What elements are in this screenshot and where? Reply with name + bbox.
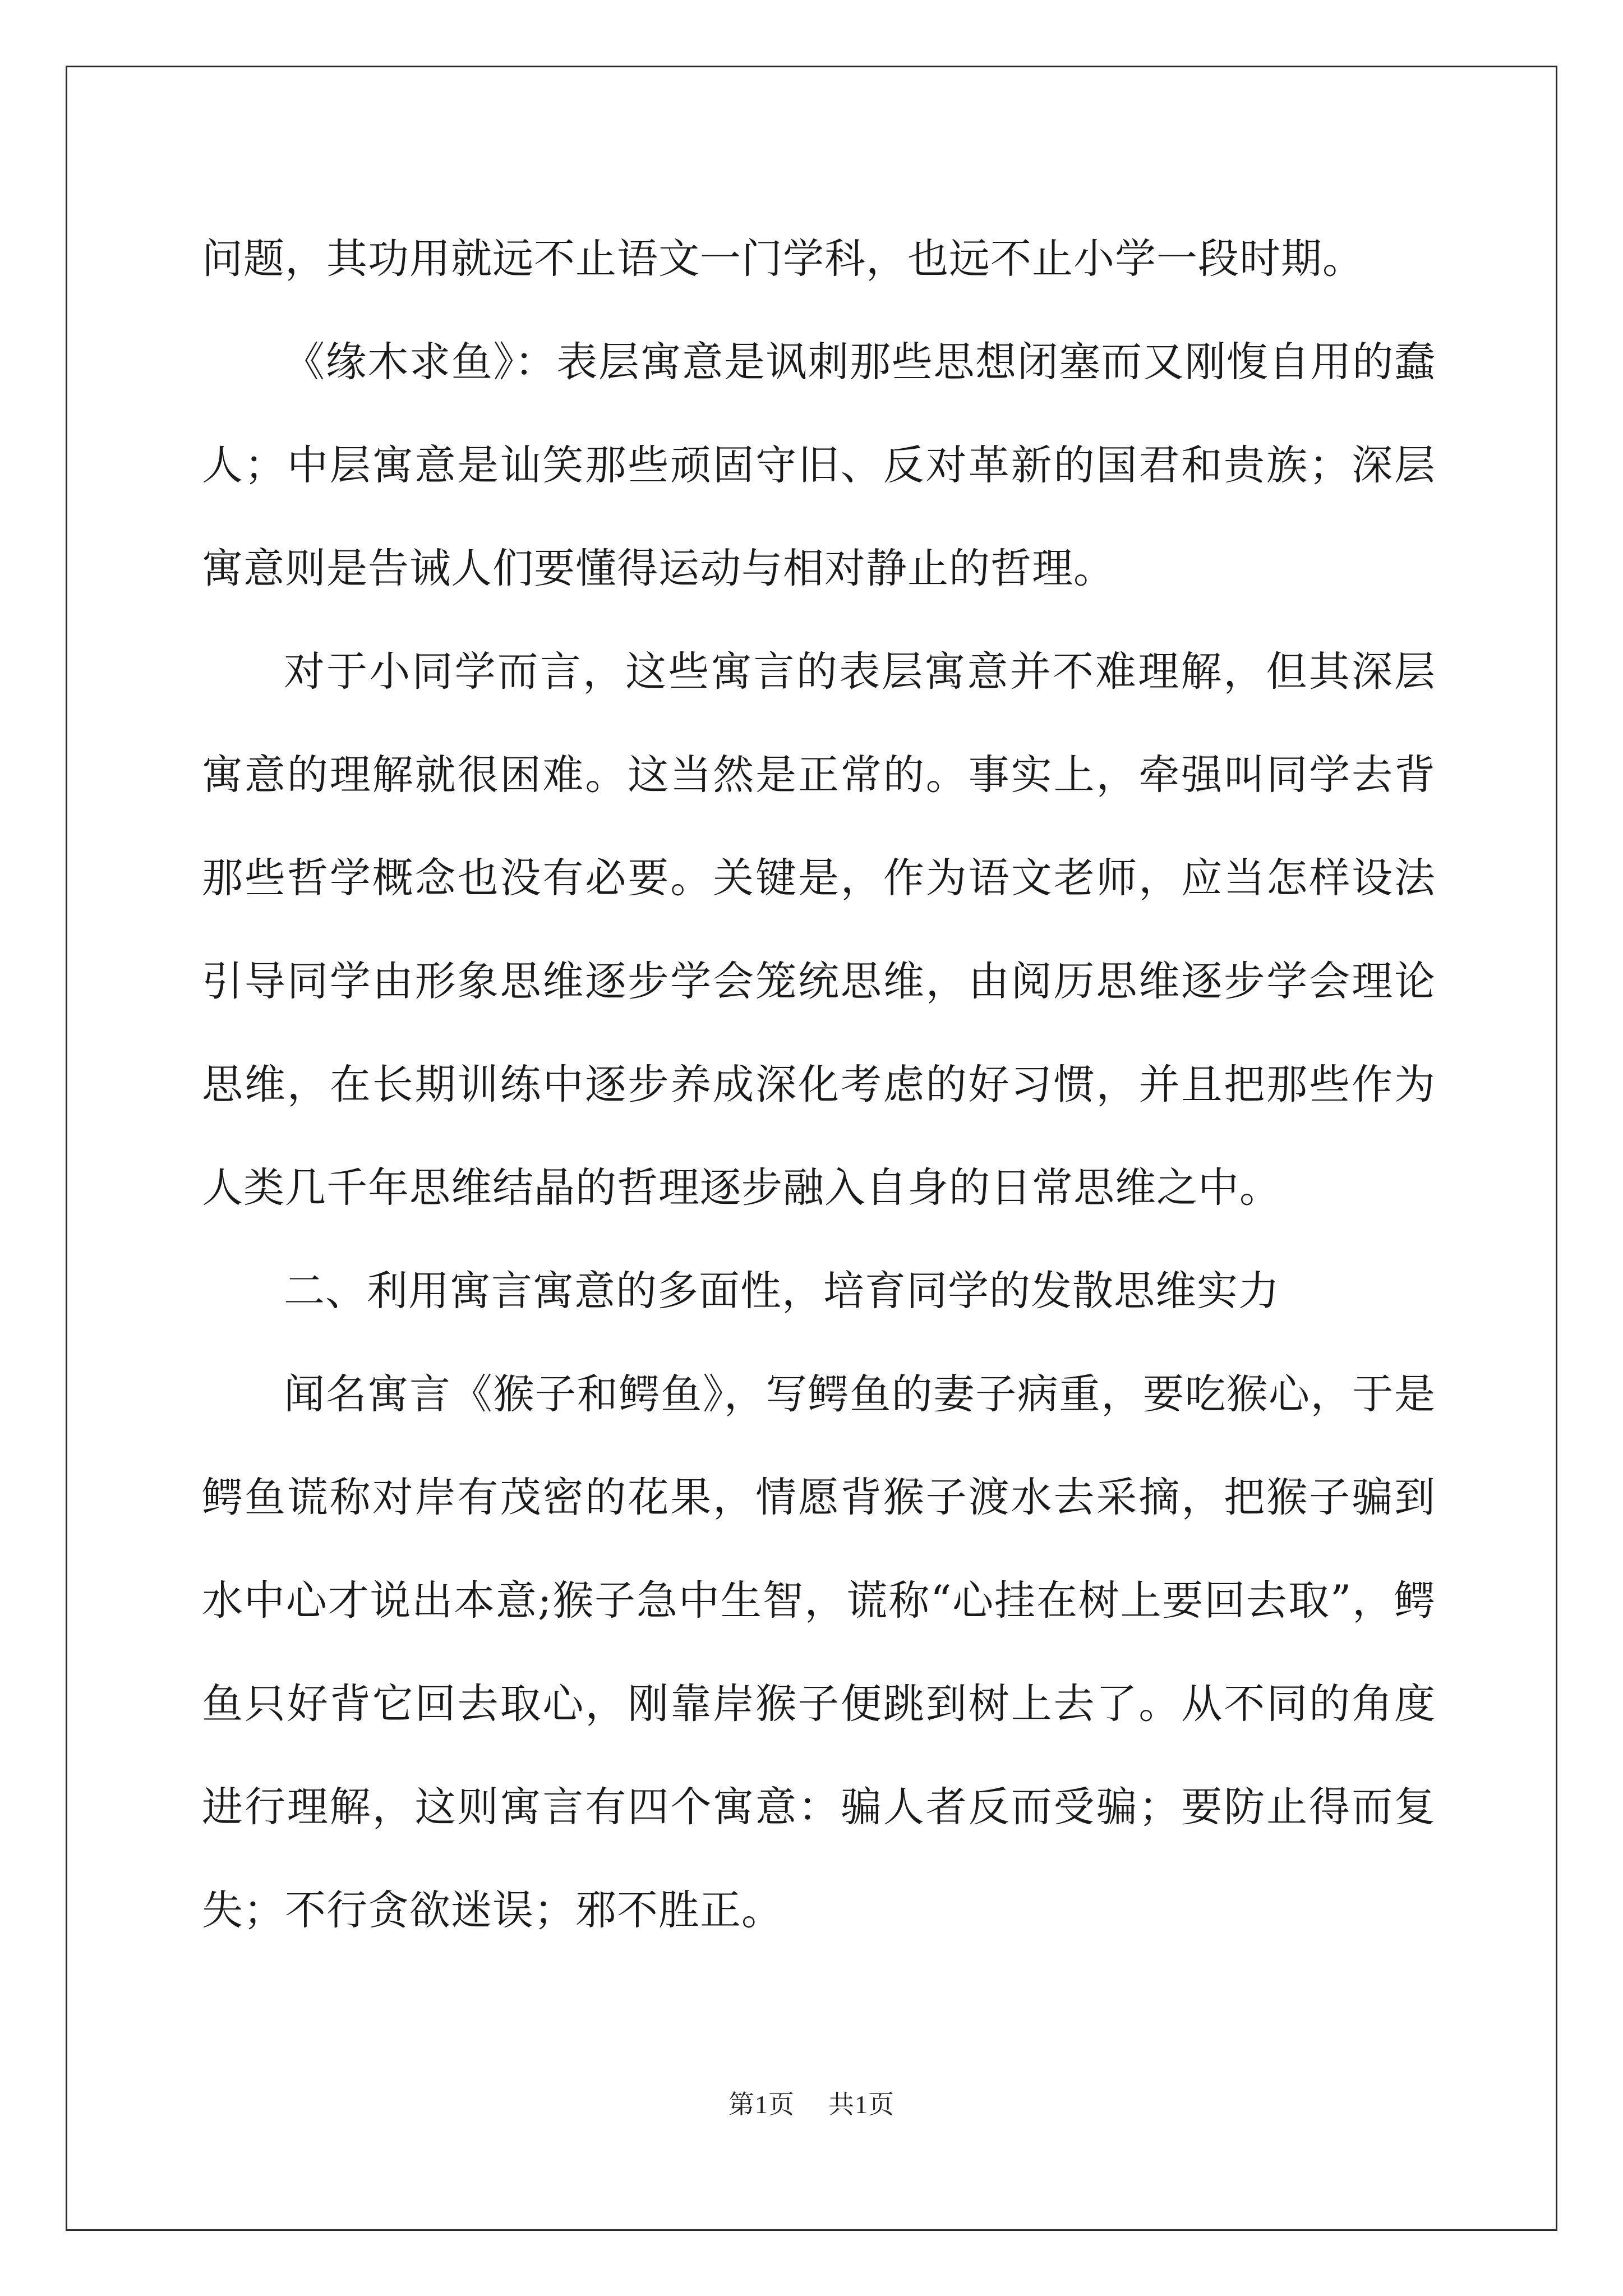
paragraph-analysis: 对于小同学而言，这些寓言的表层寓意并不难理解，但其深层寓意的理解就很困难。这当然是正常的。事实上，牵强叫同学去背那些哲学概念也没有必要。关键是，作为语文老师，应当怎样设法引导同学由形象思维逐步学会笼统思维，由阅历思维逐步学会理论思维，在长期训练中逐步养成深化考虑的好习惯，并且把那些作为人类几千年思维结晶的哲理逐步融入自身的日常思维之中。 (202, 648, 1436, 1212)
page-number: 第1页 (728, 2090, 795, 2119)
page-total: 共1页 (828, 2090, 895, 2119)
section-heading: 二、利用寓言寓意的多面性，培育同学的发散思维实力 (284, 1267, 1280, 1315)
paragraph-continuation: 问题，其功用就远不止语文一门学科，也远不止小学一段时期。 (202, 235, 1364, 283)
document-body (202, 208, 1436, 1962)
paragraph-yuanmuqiuyu: 《缘木求鱼》：表层寓意是讽刺那些思想闭塞而又刚愎自用的蠢人；中层寓意是讪笑那些顽固守旧、反对革新的国君和贵族；深层寓意则是告诫人们要懂得运动与相对静止的哲理。 (202, 338, 1436, 592)
paragraph-monkey-crocodile: 闻名寓言《猴子和鳄鱼》，写鳄鱼的妻子病重，要吃猴心，于是鳄鱼谎称对岸有茂密的花果，情愿背猴子渡水去采摘，把猴子骗到水中心才说出本意;猴子急中生智，谎称“心挂在树上要回去取”，鳄鱼只好背它回去取心，刚靠岸猴子便跳到树上去了。从不同的角度进行理解，这则寓言有四个寓意：骗人者反而受骗；要防止得而复失；不行贪欲迷误；邪不胜正。 (202, 1370, 1436, 1934)
page-footer (0, 2084, 1623, 2121)
